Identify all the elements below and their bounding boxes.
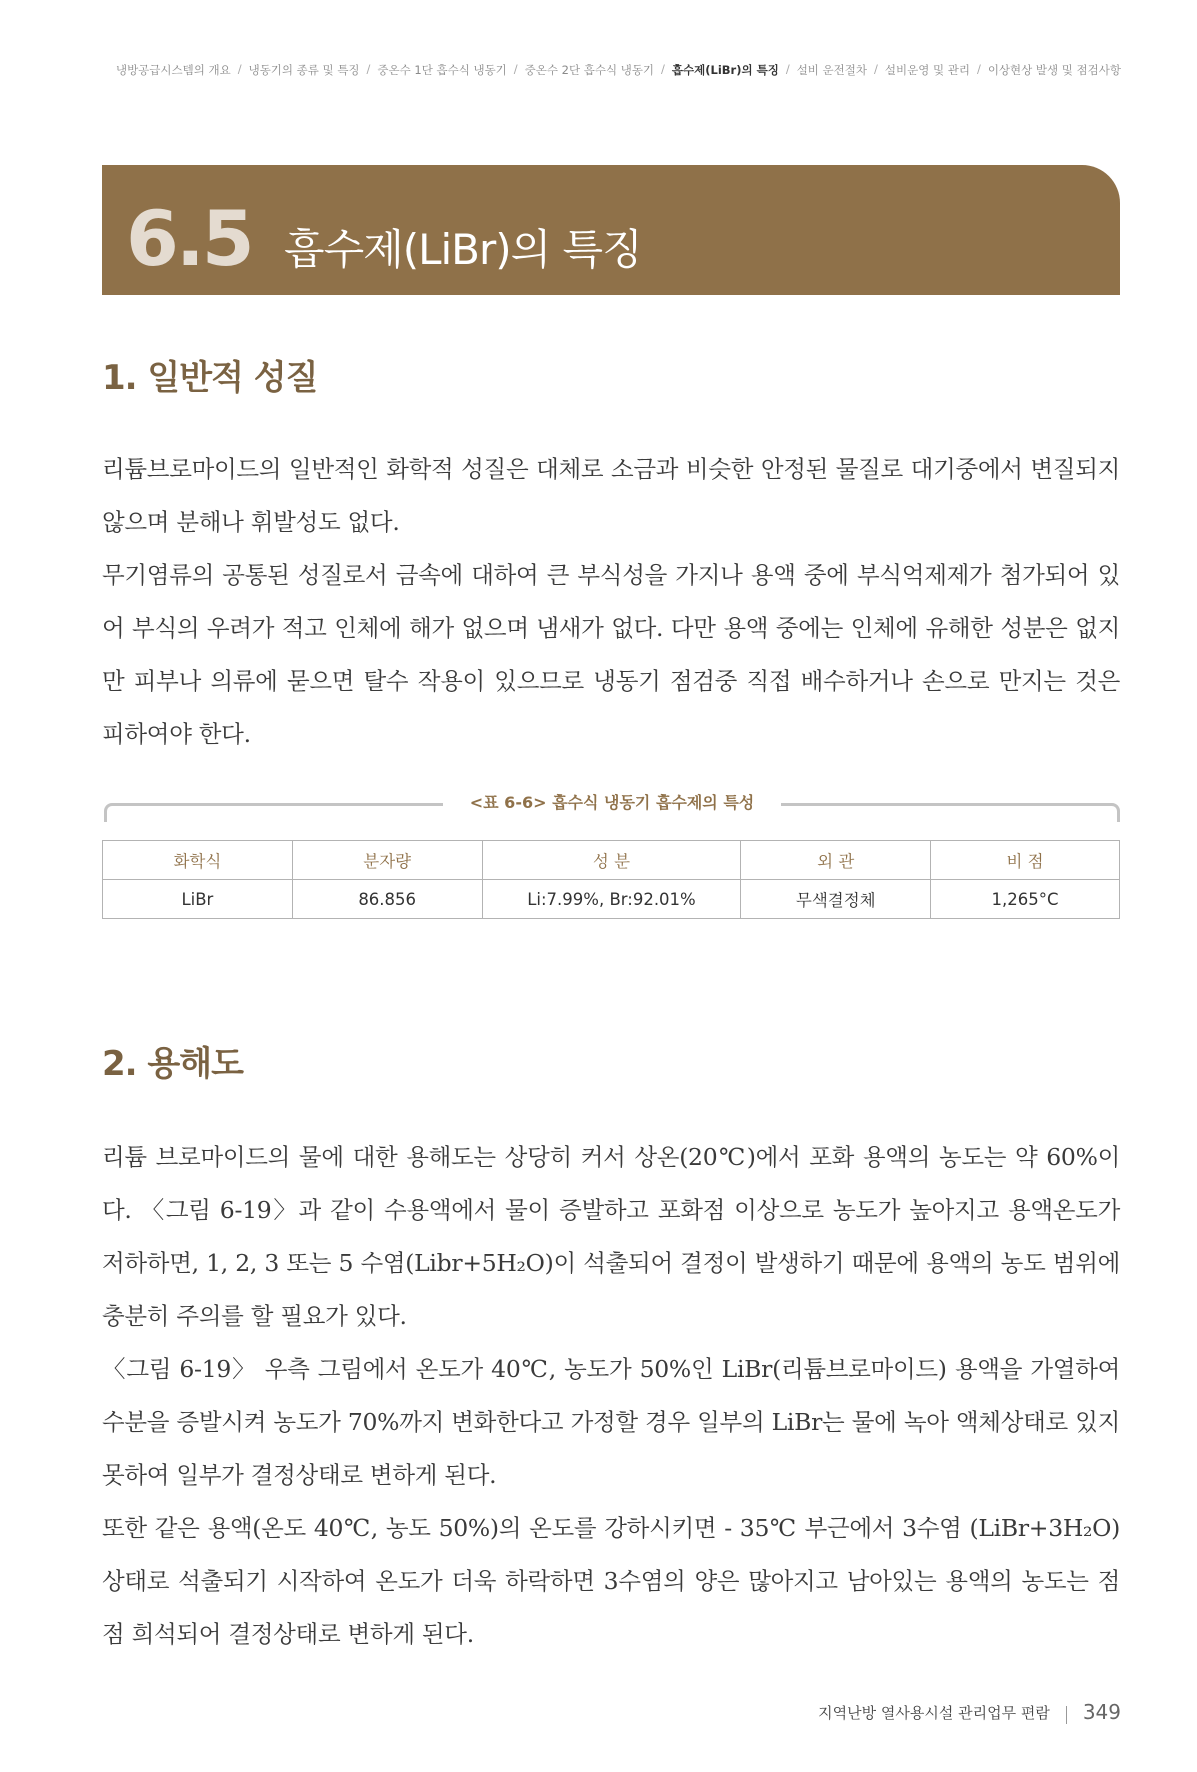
paragraph: 리튬브로마이드의 일반적인 화학적 성질은 대체로 소금과 비슷한 안정된 물질로 대기중에서 변질되지 않으며 분해나 휘발성도 없다. <box>102 455 1120 536</box>
breadcrumb-separator: / <box>366 62 371 76</box>
table-cell: 86.856 <box>292 880 482 919</box>
table-cell: 1,265°C <box>931 880 1120 919</box>
breadcrumb-item[interactable]: 흡수제(LiBr)의 특징 <box>671 63 779 77</box>
page-number: 349 <box>1082 1700 1121 1724</box>
table-caption-frame <box>104 790 1120 820</box>
section-banner <box>102 165 1120 295</box>
solubility-text <box>102 1131 1120 1661</box>
subsection-heading-general-properties: 1. 일반적 성질 <box>102 358 318 398</box>
breadcrumb-separator: / <box>513 62 518 76</box>
table-cell: 무색결정체 <box>741 880 931 919</box>
table-cell: LiBr <box>103 880 293 919</box>
paragraph: 〈그림 6-19〉 우측 그림에서 온도가 40℃, 농도가 50%인 LiBr(리튬브로마이드) 용액을 가열하여 수분을 증발시켜 농도가 70%까지 변화한다고 가정할 경우 일부의 LiBr는 물에 녹아 액체상태로 있지 못하여 일부가 결정상태로 변하게 된다. <box>102 1355 1120 1489</box>
section-number: 6.5 <box>126 194 252 283</box>
breadcrumb-item[interactable]: 중온수 2단 흡수식 냉동기 <box>524 63 655 77</box>
paragraph: 리튬 브로마이드의 물에 대한 용해도는 상당히 커서 상온(20℃)에서 포화 용액의 농도는 약 60%이다. 〈그림 6-19〉과 같이 수용액에서 물이 증발하고 포화점 이상으로 농도가 높아지고 용액온도가 저하하면, 1, 2, 3 또는 5 수염(Libr+5H₂O)이 석출되어 결정이 발생하기 때문에 용액의 농도 범위에 충분히 주의를 할 필요가 있다. <box>102 1143 1120 1330</box>
breadcrumb-separator: / <box>874 62 878 76</box>
breadcrumb-item[interactable]: 이상현상 발생 및 점검사항 <box>987 63 1121 77</box>
breadcrumb-item[interactable]: 중온수 1단 흡수식 냉동기 <box>377 63 507 77</box>
table-header-cell: 분자량 <box>292 841 482 880</box>
breadcrumb-separator: / <box>976 62 981 76</box>
table-header-cell: 비 점 <box>931 841 1120 880</box>
book-title: 지역난방 열사용시설 관리업무 편람 <box>818 1703 1050 1722</box>
breadcrumb-item[interactable]: 냉동기의 종류 및 특징 <box>248 63 360 77</box>
absorbent-properties-table <box>102 840 1120 919</box>
breadcrumb-item[interactable]: 설비운영 및 관리 <box>884 63 970 77</box>
table-caption: <표 6-6> 흡수식 냉동기 흡수제의 특성 <box>469 793 755 812</box>
caption-bracket-left <box>104 803 443 822</box>
breadcrumb-separator: / <box>237 62 242 76</box>
breadcrumb-item[interactable]: 냉방공급시스템의 개요 <box>115 63 231 77</box>
footer-divider <box>1066 1706 1067 1724</box>
paragraph: 또한 같은 용액(온도 40℃, 농도 50%)의 온도를 강하시키면 - 35℃ 부근에서 3수염 (LiBr+3H₂O) 상태로 석출되기 시작하여 온도가 더욱 하락하면 3수염의 양은 많아지고 남아있는 용액의 농도는 점점 희석되어 결정상태로 변하게 된다. <box>102 1514 1120 1648</box>
table-cell: Li:7.99%, Br:92.01% <box>482 880 741 919</box>
general-properties-text <box>102 443 1120 761</box>
breadcrumb <box>102 62 1121 78</box>
paragraph: 무기염류의 공통된 성질로서 금속에 대하여 큰 부식성을 가지나 용액 중에 부식억제제가 첨가되어 있어 부식의 우려가 적고 인체에 해가 없으며 냄새가 없다. 다만 용액 중에는 인체에 유해한 성분은 없지만 피부나 의류에 묻으면 탈수 작용이 있으므로 냉동기 점검중 직접 배수하거나 손으로 만지는 것은 피하여야 한다. <box>102 561 1120 748</box>
table-header-cell: 외 관 <box>741 841 931 880</box>
page-footer <box>818 1700 1121 1724</box>
table-header-cell: 화학식 <box>103 841 293 880</box>
breadcrumb-separator: / <box>661 62 665 76</box>
caption-bracket-right <box>781 803 1120 822</box>
subsection-heading-solubility: 2. 용해도 <box>102 1044 243 1084</box>
breadcrumb-separator: / <box>785 62 790 76</box>
table-header-row <box>103 841 1120 880</box>
table-row <box>103 880 1120 919</box>
table-header-cell: 성 분 <box>482 841 741 880</box>
breadcrumb-item[interactable]: 설비 운전절차 <box>796 63 867 77</box>
section-title: 흡수제(LiBr)의 특징 <box>284 225 642 274</box>
